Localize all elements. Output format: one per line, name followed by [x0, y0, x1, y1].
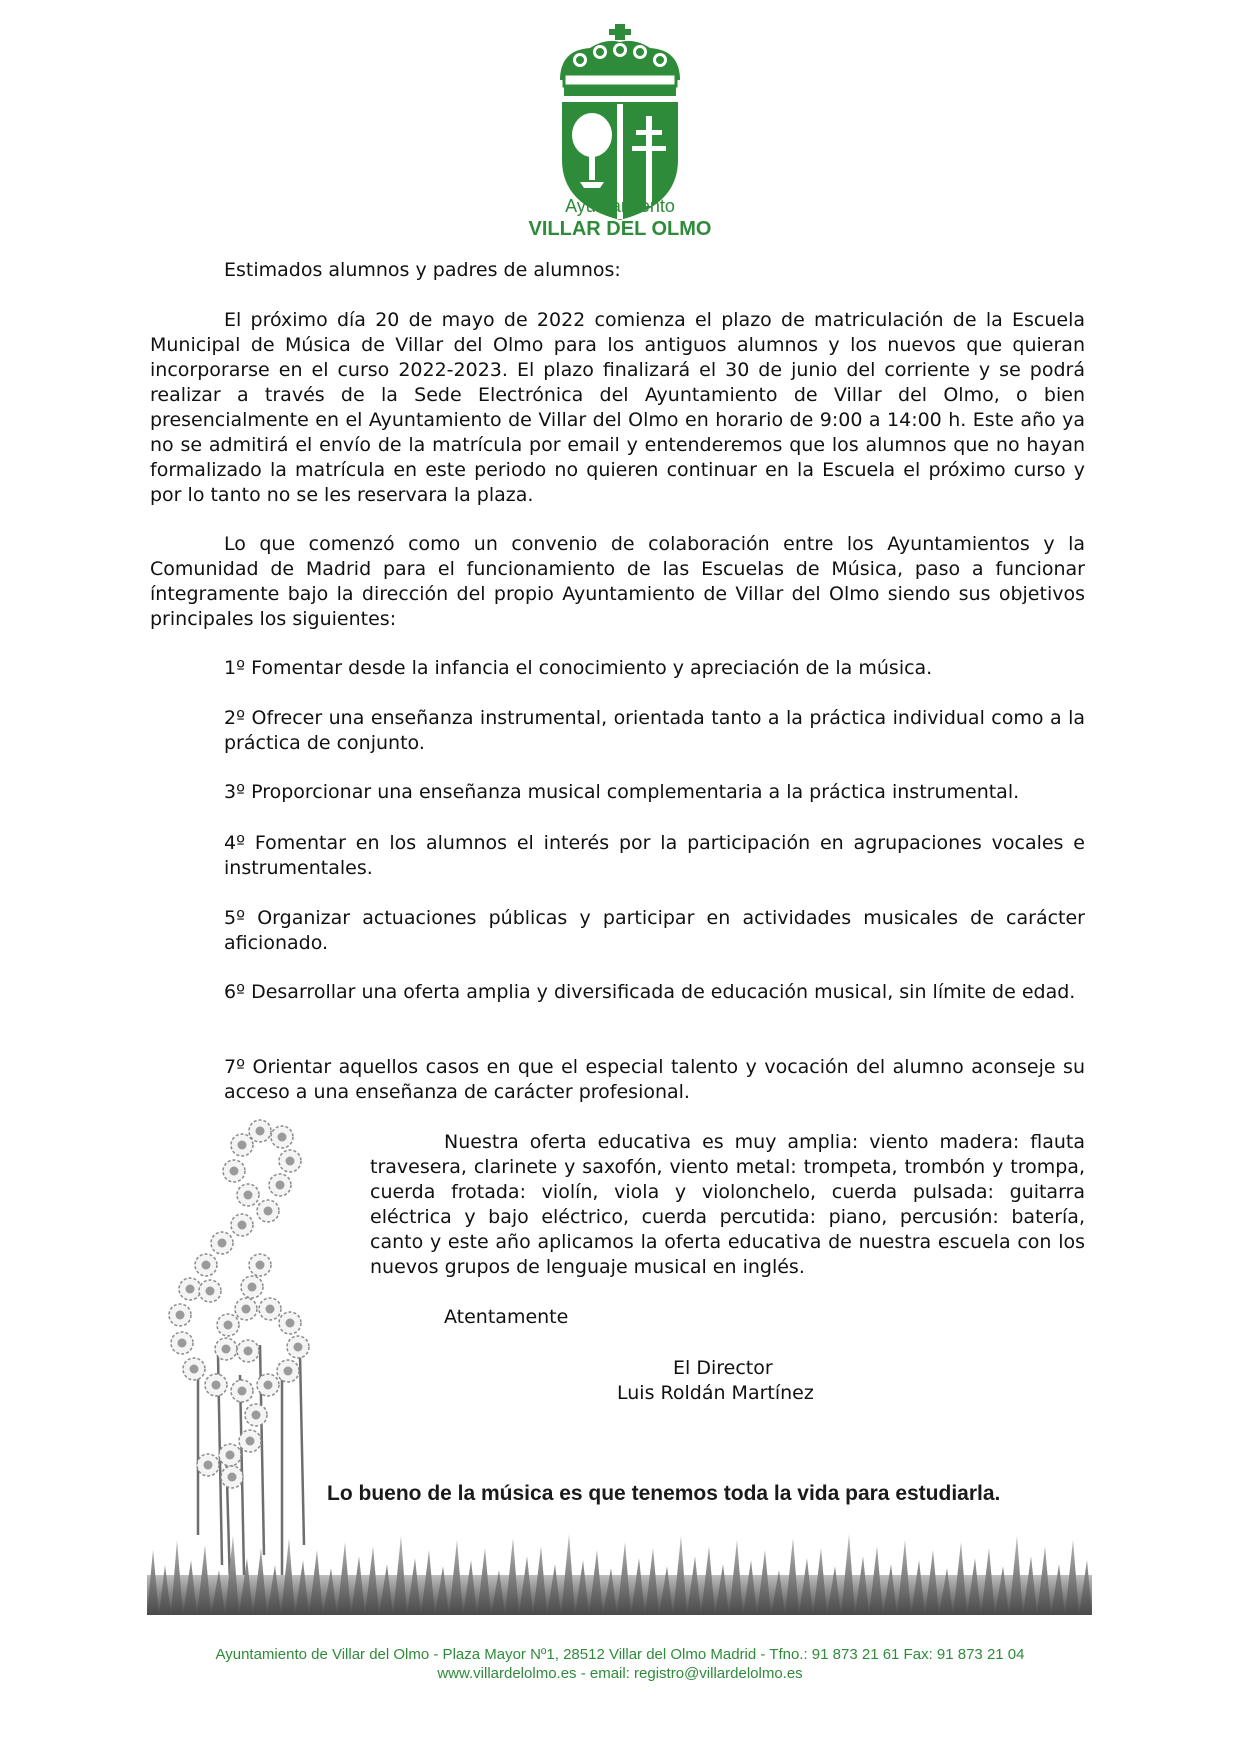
- grass-illustration: [147, 1520, 1092, 1615]
- objective-item: 7º Orientar aquellos casos en que el especial talento y vocación del alumno aconseje su acceso a una enseñanza de carácter profesional.: [224, 1056, 1085, 1103]
- objective-item: 4º Fomentar en los alumnos el interés por la participación en agrupaciones vocales e instrumentales.: [224, 832, 1085, 879]
- objective-item: 3º Proporcionar una enseñanza musical complementaria a la práctica instrumental.: [224, 781, 1020, 803]
- objective-item: 6º Desarrollar una oferta amplia y diversificada de educación musical, sin límite de edad.: [224, 981, 1076, 1003]
- paragraph-educational-offer: Nuestra oferta educativa es muy amplia: viento madera: flauta travesera, clarinete y saxofón, viento metal: trompeta, trombón y trompa, cuerda frotada: violín, viola y violonchelo, cuerda pulsada: guitarra eléctrica y bajo eléctrico, cuerda percutida: piano, percusión: batería, canto y este año aplicamos la oferta educativa de nuestra escuela con los nuevos grupos de lenguaje musical en inglés.: [370, 1131, 1085, 1278]
- slogan: Lo bueno de la música es que tenemos toda la vida para estudiarla.: [327, 1482, 1001, 1505]
- closing: Atentamente: [444, 1306, 569, 1328]
- footer-address: Ayuntamiento de Villar del Olmo - Plaza Mayor Nº1, 28512 Villar del Olmo Madrid - Tfno.: 91 873 21 61 Fax: 91 873 21 04: [215, 1646, 1025, 1663]
- logo-ayuntamiento-text: Ayuntamiento: [565, 196, 675, 216]
- paragraph-objectives-intro: Lo que comenzó como un convenio de colaboración entre los Ayuntamientos y la Comunidad de Madrid para el funcionamiento de las Escuelas de Música, paso a funcionar íntegramente bajo la dirección del propio Ayuntamiento de Villar del Olmo siendo sus objetivos principales los siguientes:: [150, 533, 1085, 630]
- objective-item: 2º Ofrecer una enseñanza instrumental, orientada tanto a la práctica individual como a la práctica de conjunto.: [224, 707, 1085, 754]
- crown-icon: [560, 24, 680, 96]
- signature-title: El Director: [673, 1357, 773, 1379]
- paragraph-enrollment: El próximo día 20 de mayo de 2022 comienza el plazo de matriculación de la Escuela Municipal de Música de Villar del Olmo para los antiguos alumnos y los nuevos que quieran incorporarse en el curso 2022-2023. El plazo finalizará el 30 de junio del corriente y se podrá realizar a través de la Sede Electrónica del Ayuntamiento de Villar del Olmo, o bien presencialmente en el Ayuntamiento de Villar del Olmo en horario de 9:00 a 14:00 h. Este año ya no se admitirá el envío de la matrícula por email y entenderemos que los alumnos que no hayan formalizado la matrícula en este periodo no quieren continuar en la Escuela el próximo curso y por lo tanto no se les reservara la plaza.: [150, 309, 1085, 506]
- signature-name: Luis Roldán Martínez: [617, 1382, 814, 1404]
- footer-contact: www.villardelolmo.es - email: registro@villardelolmo.es: [437, 1665, 803, 1682]
- logo-town-name: VILLAR DEL OLMO: [528, 218, 712, 240]
- objective-item: 5º Organizar actuaciones públicas y participar en actividades musicales de carácter aficionado.: [224, 907, 1085, 954]
- greeting: Estimados alumnos y padres de alumnos:: [224, 259, 621, 281]
- objective-item: 1º Fomentar desde la infancia el conocimiento y apreciación de la música.: [224, 657, 933, 679]
